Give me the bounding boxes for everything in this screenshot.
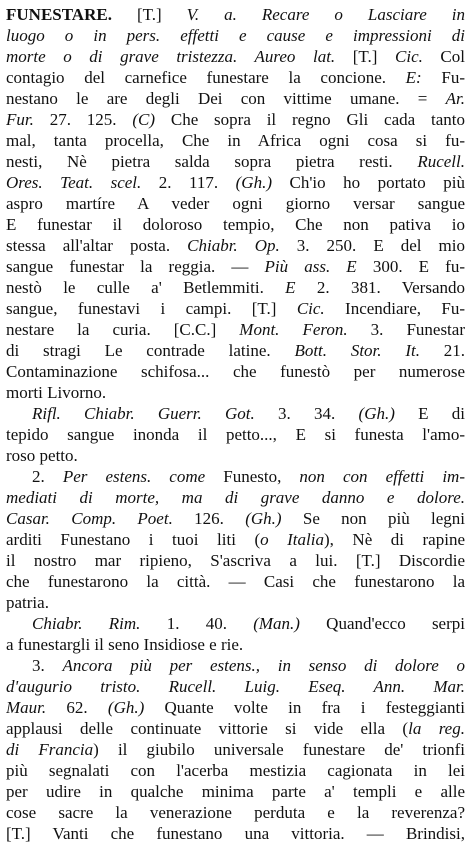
italic-text: (Gh.)	[107, 698, 145, 717]
text-line	[6, 151, 465, 173]
body-text: sangue, funestavi i campi. [T.]	[6, 299, 297, 318]
text-line	[6, 508, 465, 530]
italic-text: Cic.	[296, 299, 325, 318]
text-line	[6, 25, 465, 47]
italic-text: mediati di morte, ma di grave danno e dolore.	[6, 488, 465, 507]
italic-text: Fur.	[6, 110, 34, 129]
italic-text: E:	[405, 68, 422, 87]
italic-text: (Gh.)	[245, 509, 282, 528]
body-text: di stragi Le contrade latine.	[6, 341, 295, 360]
body-text: 27. 125.	[33, 110, 133, 129]
body-text: per udire in qualche minima parte a' templi e alle	[6, 782, 465, 801]
text-line	[6, 718, 465, 740]
text-line	[6, 256, 465, 278]
body-text: 21.	[419, 341, 465, 360]
text-line	[6, 109, 465, 131]
text-line	[6, 46, 465, 68]
text-line	[32, 655, 465, 677]
italic-text: Più ass. E	[264, 257, 357, 276]
text-line	[6, 592, 465, 614]
body-text: 3. 34.	[254, 404, 359, 423]
body-text: tepido sangue inonda il petto..., E si funesta l'amo-	[6, 425, 465, 444]
body-text: Fu-	[421, 68, 465, 87]
text-line	[32, 403, 465, 425]
body-text: 2. 381. Versando	[295, 278, 465, 297]
body-text: E di	[394, 404, 465, 423]
italic-text: Chiabr. Op.	[187, 236, 280, 255]
body-text: applausi delle continuate vittorie si vide ella (	[6, 719, 409, 738]
italic-text: luogo o in pers. effetti e cause e impressioni di	[6, 26, 465, 45]
italic-text: la reg.	[408, 719, 465, 738]
italic-text: Ancora più per estens., in senso di dolore o	[62, 656, 465, 675]
body-text: roso petto.	[6, 446, 78, 465]
text-line	[6, 550, 465, 572]
body-text: morti Livorno.	[6, 383, 107, 402]
italic-text: (Gh.)	[235, 173, 272, 192]
italic-text: Chiabr. Rim.	[32, 614, 141, 633]
italic-text: Ar.	[445, 89, 465, 108]
italic-text: E	[285, 278, 296, 297]
italic-text: d'augurio tristo. Rucell. Luig. Eseq. Ann. Mar.	[6, 677, 465, 696]
text-line	[6, 277, 465, 299]
text-line	[6, 571, 465, 593]
italic-text: V. a. Recare o Lasciare in	[186, 5, 465, 24]
body-text: 1. 40.	[140, 614, 254, 633]
body-text: Quand'ecco serpi	[299, 614, 465, 633]
text-line	[6, 340, 465, 362]
italic-text: (C)	[132, 110, 156, 129]
body-text: arditi Funestano i tuoi liti (	[6, 530, 261, 549]
text-line	[6, 319, 465, 341]
body-text: Che sopra il regno Gli cada tanto	[155, 110, 465, 129]
text-line	[6, 781, 465, 803]
text-line	[6, 88, 465, 110]
body-text: [T.] Vanti che funestano una vittoria. — Brindisi,	[6, 824, 465, 843]
body-text: E funestar il doloroso tempio, Che non pativa io	[6, 215, 465, 234]
text-line	[6, 634, 465, 656]
text-line	[6, 361, 465, 383]
text-line	[6, 67, 465, 89]
body-text: nestano le are degli Dei con vittime umane. =	[6, 89, 446, 108]
text-line	[6, 697, 465, 719]
body-text: più segnalati con l'acerba mestizia cagionata in lei	[6, 761, 465, 780]
body-text: a funestargli il seno Insidiose e rie.	[6, 635, 244, 654]
body-text: 2. 117.	[141, 173, 236, 192]
body-text: Col	[422, 47, 465, 66]
italic-text: Rifl. Chiabr. Guerr. Got.	[32, 404, 255, 423]
italic-text: non con effetti im-	[299, 467, 465, 486]
body-text: cose sacre la venerazione perduta e la reverenza?	[6, 803, 465, 822]
headword: FUNESTARE.	[6, 5, 112, 24]
italic-text: Cic.	[395, 47, 423, 66]
body-text: 2.	[32, 467, 63, 486]
italic-text: (Gh.)	[358, 404, 395, 423]
body-text: che funestarono la città. — Casi che funestarono la	[6, 572, 465, 591]
body-text: Contaminazione schifosa... che funestò per numerose	[6, 362, 465, 381]
italic-text: Bott. Stor. It.	[294, 341, 420, 360]
text-line	[6, 382, 465, 404]
text-line	[6, 298, 465, 320]
body-text: Quante volte in fra i festeggianti	[144, 698, 465, 717]
body-text: patria.	[6, 593, 49, 612]
text-line	[6, 760, 465, 782]
italic-text: Per estens. come	[62, 467, 206, 486]
text-line	[6, 4, 465, 26]
body-text: 3. 250. E del mio	[279, 236, 465, 255]
text-line	[6, 424, 465, 446]
body-text: il nostro mar ripieno, S'ascriva a lui. [T.] Discordie	[6, 551, 465, 570]
body-text: Funesto,	[205, 467, 300, 486]
body-text: Incendiare, Fu-	[324, 299, 465, 318]
body-text: stessa all'altar posta.	[6, 236, 188, 255]
text-line	[6, 193, 465, 215]
body-text: 3. Funestar	[347, 320, 465, 339]
italic-text: Ores. Teat. scel.	[6, 173, 142, 192]
text-line	[6, 529, 465, 551]
body-text: ) il giubilo universale funestare de' trionfi	[93, 740, 465, 759]
italic-text: Casar. Comp. Poet.	[6, 509, 173, 528]
body-text: nesti, Nè pietra salda sopra pietra resti.	[6, 152, 418, 171]
body-text: Se non più legni	[281, 509, 465, 528]
body-text: [T.]	[111, 5, 187, 24]
body-text: 300. E fu-	[356, 257, 465, 276]
italic-text: (Man.)	[253, 614, 300, 633]
text-line	[6, 823, 465, 845]
text-line	[6, 130, 465, 152]
body-text: 3.	[32, 656, 63, 675]
italic-text: di Francia	[6, 740, 94, 759]
text-line	[6, 214, 465, 236]
italic-text: Maur.	[6, 698, 47, 717]
text-line	[6, 739, 465, 761]
text-line	[6, 445, 465, 467]
text-line	[6, 235, 465, 257]
body-text: ), Nè di rapine	[323, 530, 465, 549]
body-text: [T.]	[335, 47, 396, 66]
body-text: 62.	[46, 698, 108, 717]
body-text: mal, tanta procella, Che in Africa ogni cosa si fu-	[6, 131, 465, 150]
text-line	[6, 172, 465, 194]
body-text: nestò le culle a' Betlemmiti.	[6, 278, 286, 297]
italic-text: o Italia	[260, 530, 324, 549]
body-text: Ch'io ho portato più	[272, 173, 465, 192]
text-line	[6, 676, 465, 698]
body-text: nestare la curia. [C.C.]	[6, 320, 240, 339]
body-text: 126.	[172, 509, 246, 528]
text-line	[6, 802, 465, 824]
italic-text: morte o di grave tristezza. Aureo lat.	[6, 47, 336, 66]
text-line	[6, 487, 465, 509]
italic-text: Rucell.	[417, 152, 465, 171]
body-text: sangue funestar la reggia. —	[6, 257, 265, 276]
text-line	[32, 613, 465, 635]
body-text: contagio del carnefice funestare la concione.	[6, 68, 406, 87]
body-text: aspro martíre A veder ogni giorno versar sangue	[6, 194, 465, 213]
text-line	[32, 466, 465, 488]
italic-text: Mont. Feron.	[239, 320, 348, 339]
